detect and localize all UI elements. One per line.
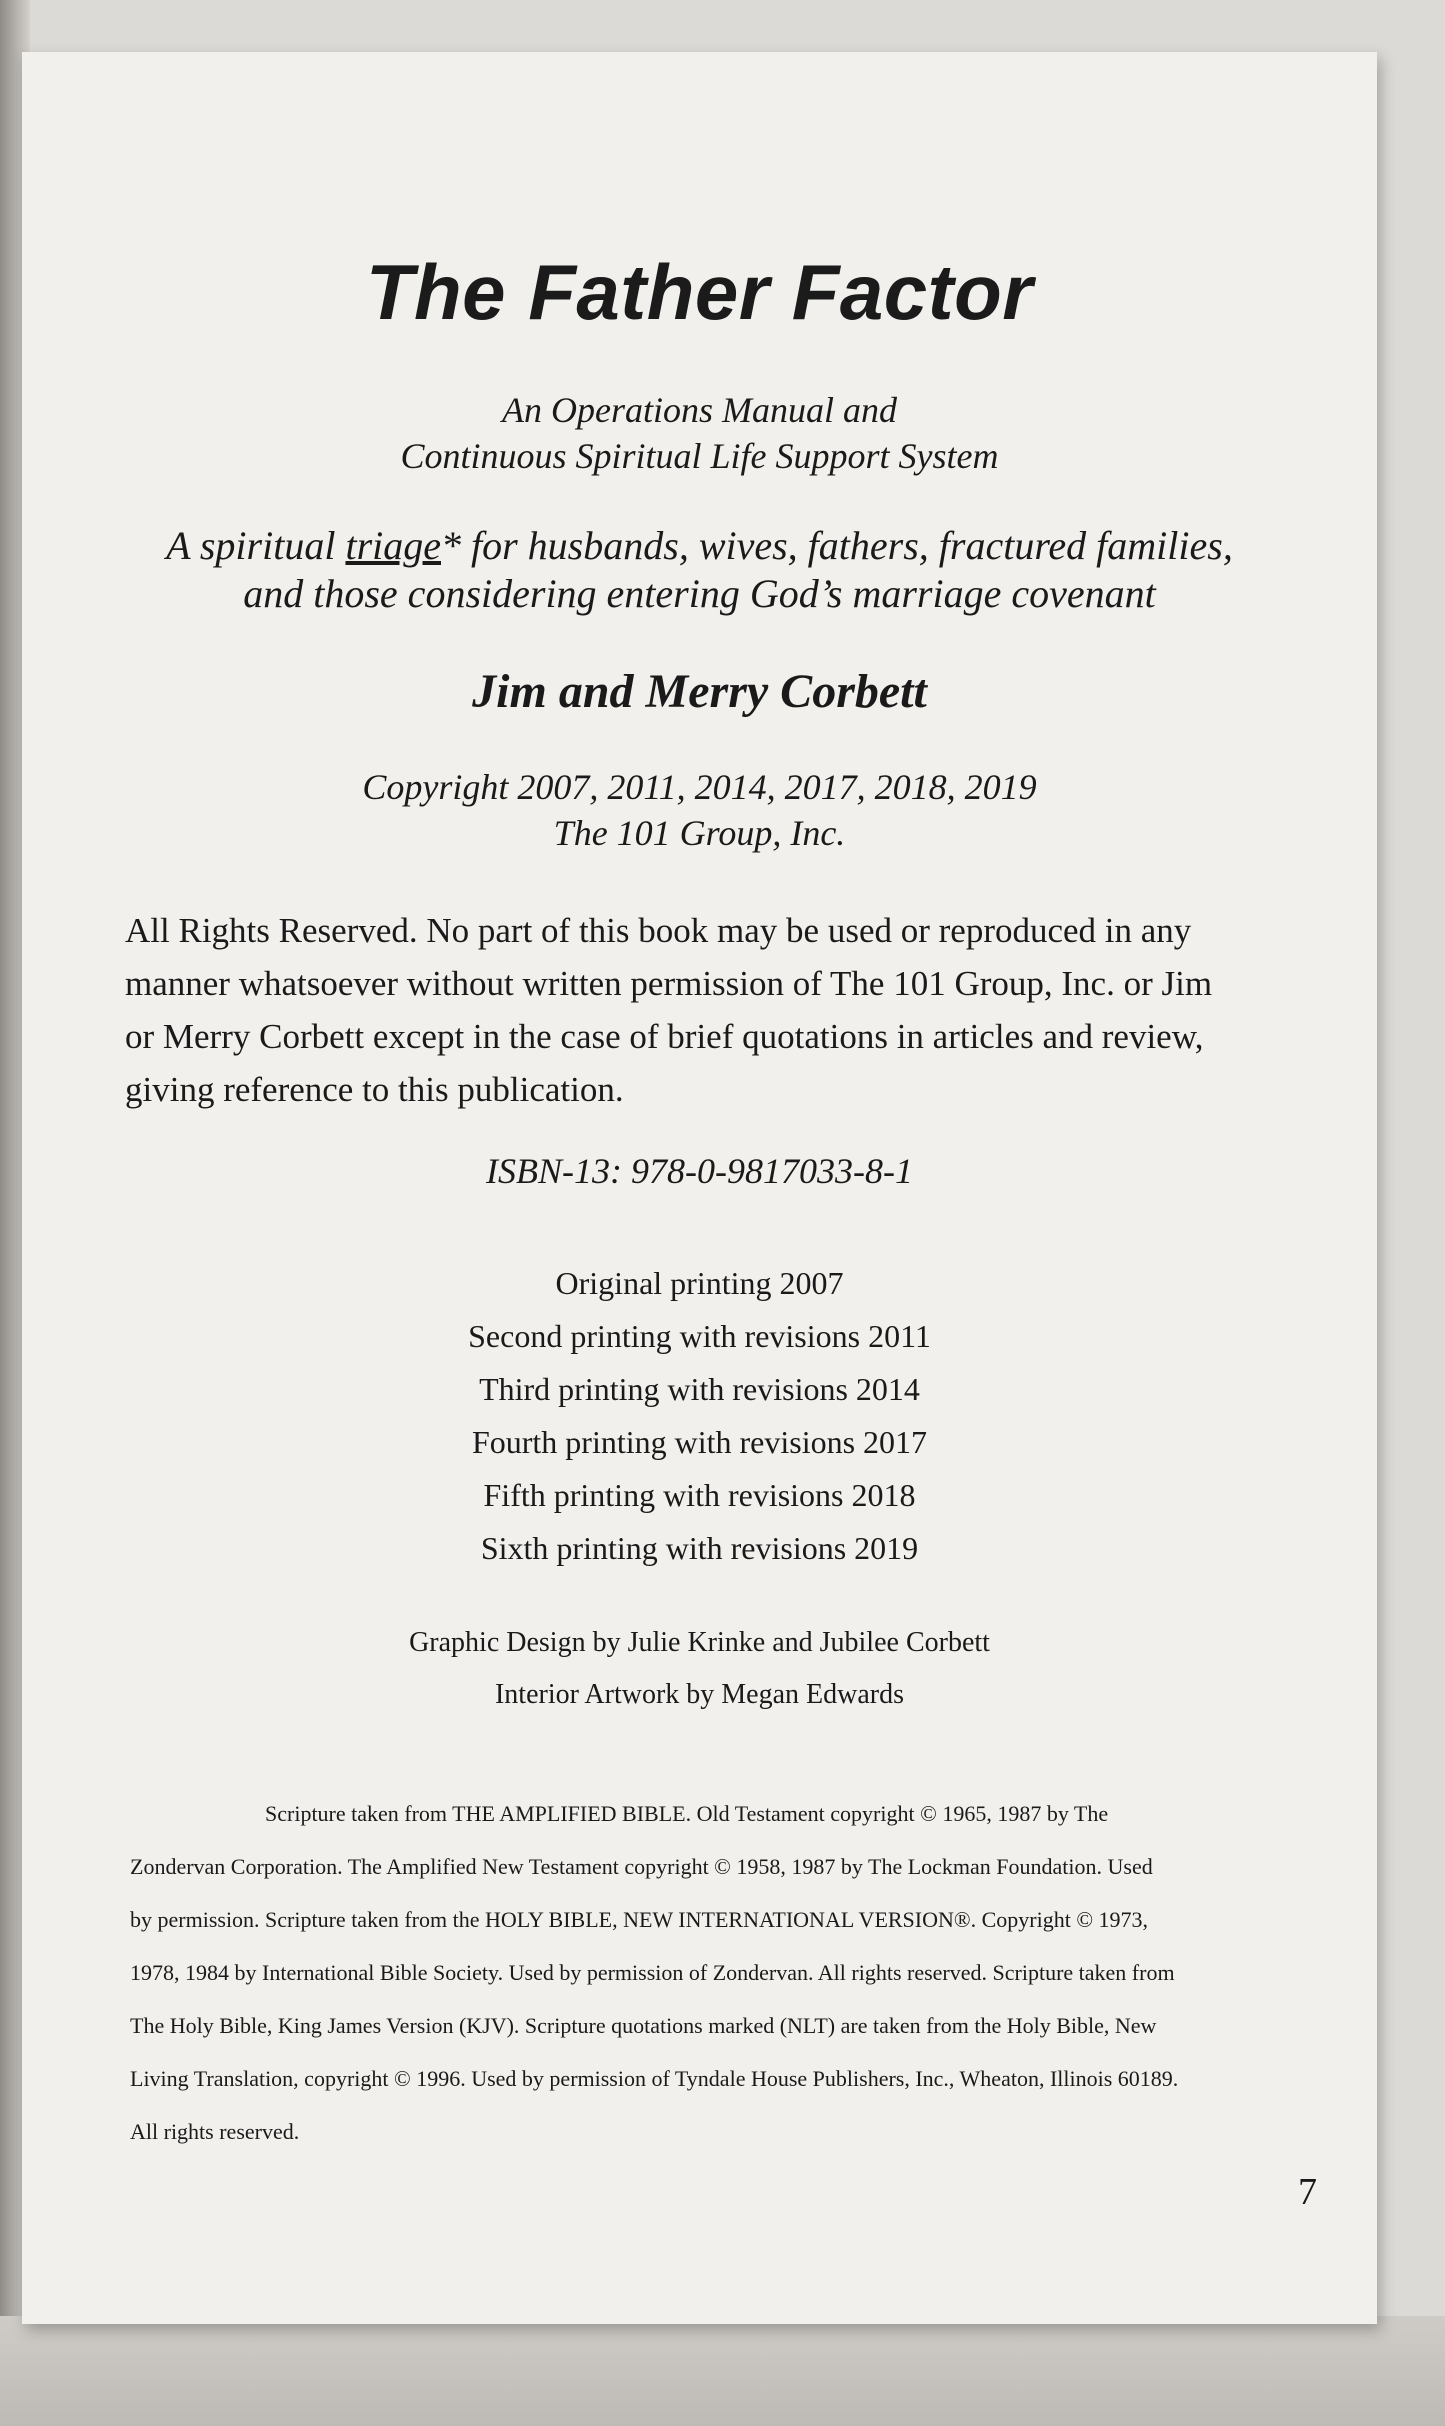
copyright-line: The 101 Group, Inc. [553,813,846,853]
copyright-notice [22,764,1377,856]
scripture-line: The Holy Bible, King James Version (KJV). Scripture quotations marked (NLT) are taken from the Holy Bible, New [130,2013,1157,2038]
rights-reserved-paragraph [125,904,1325,1116]
scripture-line: Scripture taken from THE AMPLIFIED BIBLE. Old Testament copyright © 1965, 1987 by The [265,1801,1109,1826]
book-subtitle [22,387,1377,479]
tagline-line-2: and those considering entering God’s marriage covenant [243,571,1156,616]
printing-entry: Second printing with revisions 2011 [468,1318,931,1354]
rights-line: or Merry Corbett except in the case of brief quotations in articles and review, [125,1017,1204,1056]
subtitle-line: An Operations Manual and [502,390,897,430]
scripture-line: by permission. Scripture taken from the HOLY BIBLE, NEW INTERNATIONAL VERSION®. Copyright © 1973, [130,1907,1149,1932]
credit-line: Graphic Design by Julie Krinke and Jubilee Corbett [409,1627,990,1658]
book-title: The Father Factor [365,248,1034,336]
scripture-line: Zondervan Corporation. The Amplified New Testament copyright © 1958, 1987 by The Lockman Foundation. Used [130,1854,1153,1879]
scripture-line: 1978, 1984 by International Bible Society. Used by permission of Zondervan. All rights reserved. Scripture taken from [130,1960,1175,1985]
subtitle-line: Continuous Spiritual Life Support System [400,436,999,476]
design-credits [22,1617,1377,1721]
rights-line: All Rights Reserved. No part of this book may be used or reproduced in any [125,911,1192,950]
rights-line: giving reference to this publication. [125,1070,624,1109]
tagline-prefix: A spiritual [166,523,346,568]
tagline-line-1 [22,522,1377,570]
credit-line: Interior Artwork by Megan Edwards [494,1679,904,1710]
page-number: 7 [1298,2171,1317,2213]
book-authors: Jim and Merry Corbett [472,665,927,718]
backdrop-bottom [0,2316,1445,2426]
printing-entry: Original printing 2007 [555,1265,844,1301]
isbn-number: ISBN-13: 978-0-9817033-8-1 [486,1151,913,1191]
book-tagline [22,522,1377,618]
printing-entry: Fourth printing with revisions 2017 [471,1424,928,1460]
printing-entry: Third printing with revisions 2014 [479,1371,920,1407]
scripture-line: All rights reserved. [130,2119,300,2144]
scripture-line: Living Translation, copyright © 1996. Used by permission of Tyndale House Publishers, Inc., Wheaton, Illinois 60189. [130,2066,1179,2091]
tagline-suffix: * for husbands, wives, fathers, fractured families, [441,523,1233,568]
scripture-permissions [130,1787,1313,2158]
printing-history [22,1257,1377,1575]
rights-line: manner whatsoever without written permission of The 101 Group, Inc. or Jim [125,964,1213,1003]
book-page [22,52,1377,2324]
printing-entry: Sixth printing with revisions 2019 [480,1530,919,1566]
printing-entry: Fifth printing with revisions 2018 [483,1477,916,1513]
tagline-underlined-word: triage [345,523,441,568]
copyright-line: Copyright 2007, 2011, 2014, 2017, 2018, 2019 [362,767,1037,807]
